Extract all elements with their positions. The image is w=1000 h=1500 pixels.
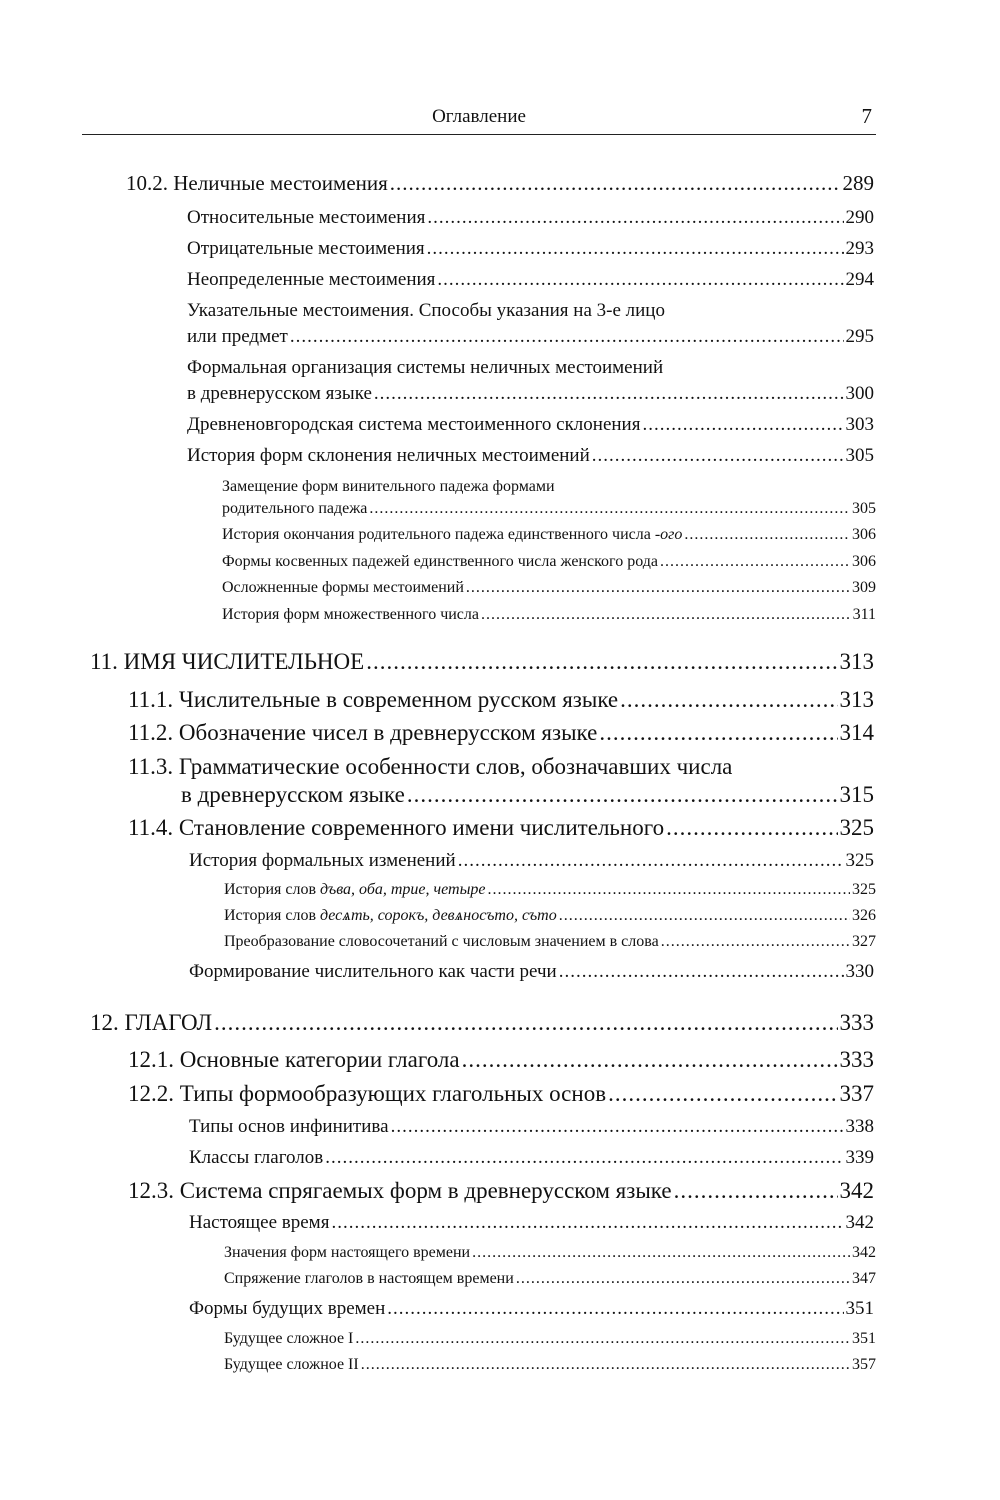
toc-entry: Значения форм настоящего времени ..... 342 (224, 1244, 876, 1262)
leader-dots (427, 238, 844, 260)
leader-dots (427, 207, 843, 229)
toc-page: 303 (845, 414, 874, 435)
leader-dots (592, 445, 844, 467)
toc-entry: родительного падежа ..... 305 (222, 500, 876, 518)
leader-dots (488, 881, 850, 899)
toc-page: 314 (839, 720, 874, 745)
toc-entry: Преобразование словосочетаний с числовым значением в слова ..... 327 (224, 933, 876, 951)
toc-entry: в древнерусском языке ..... 300 (187, 383, 874, 405)
toc-page: 315 (839, 782, 874, 807)
toc-entry: История окончания родительного падежа единственного числа -ого ..... 306 (222, 526, 876, 544)
toc-entry: Будущее сложное I ..... 351 (224, 1330, 876, 1348)
leader-dots (325, 1147, 843, 1169)
toc-page: 300 (845, 383, 874, 404)
toc-entry: Типы основ инфинитива ..... 338 (189, 1116, 874, 1138)
toc-entry: 11.2. Обозначение чисел в древнерусском языке ..... 314 (128, 720, 874, 746)
toc-entry: Классы глаголов ..... 339 (189, 1147, 874, 1169)
toc-entry: или предмет ..... 295 (187, 326, 874, 348)
toc-page: 333 (839, 1010, 874, 1035)
toc-entry: История форм множественного числа ..... 311 (222, 606, 876, 624)
italic-ending: -ого (654, 526, 683, 543)
toc-entry: Будущее сложное II ..... 357 (224, 1356, 876, 1374)
toc-page: 338 (845, 1116, 874, 1137)
toc-entry-first-line: 11.3. Грамматические особенности слов, обозначавших числа (128, 754, 733, 779)
toc-page: 325 (839, 815, 874, 840)
toc-page: 342 (839, 1178, 874, 1203)
leader-dots (660, 553, 850, 571)
leader-dots (407, 782, 838, 808)
toc-entry: Древненовгородская система местоименного склонения ..... 303 (187, 414, 874, 436)
toc-entry: История форм склонения неличных местоимений ..... 305 (187, 445, 874, 467)
toc-page: 289 (842, 171, 874, 195)
toc-entry: История слов дъва, оба, трие, четыре ..... 325 (224, 881, 876, 899)
toc-entry: Формирование числительного как части речи ..... 330 (189, 961, 874, 983)
toc-page: 357 (852, 1356, 876, 1373)
toc-page: 305 (852, 500, 876, 517)
page-number: 7 (861, 104, 872, 128)
toc-entry: 11.1. Числительные в современном русском языке ..... 313 (128, 687, 874, 713)
leader-dots (387, 1298, 843, 1320)
leader-dots (462, 1047, 838, 1073)
toc-chapter: 11. ИМЯ ЧИСЛИТЕЛЬНОЕ ..... 313 (90, 649, 874, 675)
toc-entry: в древнерусском языке ..... 315 (181, 782, 874, 808)
leader-dots (466, 579, 850, 597)
toc-page: 330 (845, 961, 874, 982)
toc-entry: Осложненные формы местоимений ..... 309 (222, 579, 876, 597)
leader-dots (361, 1356, 850, 1374)
toc-page: 342 (845, 1212, 874, 1233)
toc-entry: 10.2. Неличные местоимения ..... 289 (126, 171, 874, 196)
toc-page: 325 (852, 881, 876, 898)
toc-entry: Спряжение глаголов в настоящем времени ..... 347 (224, 1270, 876, 1288)
toc-entry: 12.1. Основные категории глагола ..... 333 (128, 1047, 874, 1073)
toc-page: 326 (852, 907, 876, 924)
running-header (82, 102, 876, 135)
toc-entry-first-line: Указательные местоимения. Способы указания на 3-е лицо (187, 300, 665, 321)
leader-dots (369, 500, 850, 518)
leader-dots (661, 933, 850, 951)
toc-page: 333 (839, 1047, 874, 1072)
toc-page: 351 (845, 1298, 874, 1319)
toc-entry-first-line: Формальная организация системы неличных местоимений (187, 357, 664, 378)
toc-page: 294 (845, 269, 874, 290)
toc-page: 313 (839, 649, 874, 674)
toc-page: 295 (845, 326, 874, 347)
toc-page: 342 (852, 1244, 876, 1261)
leader-dots (674, 1178, 838, 1204)
leader-dots (608, 1081, 837, 1107)
toc-page: 306 (852, 526, 876, 543)
leader-dots (390, 171, 841, 196)
toc-entry-first-line: Замещение форм винительного падежа формами (222, 478, 555, 495)
leader-dots (516, 1270, 850, 1288)
toc-entry: История формальных изменений ..... 325 (189, 850, 874, 872)
toc-page: 351 (852, 1330, 876, 1347)
toc-page: 327 (852, 933, 876, 950)
toc-page: 337 (839, 1081, 874, 1106)
toc-page: 311 (852, 606, 876, 623)
leader-dots (374, 383, 844, 405)
leader-dots (391, 1116, 844, 1138)
toc-page: 325 (845, 850, 874, 871)
toc-page: 306 (852, 553, 876, 570)
leader-dots (599, 720, 837, 746)
toc-entry: Неопределенные местоимения ..... 294 (187, 269, 874, 291)
leader-dots (481, 606, 851, 624)
toc-entry: Настоящее время ..... 342 (189, 1212, 874, 1234)
toc-entry: 11.4. Становление современного имени числительного ..... 325 (128, 815, 874, 841)
leader-dots (366, 649, 837, 675)
italic-words: десѧть, сорокъ, девѧносъто, съто (320, 907, 557, 924)
leader-dots (620, 687, 837, 713)
toc-page: 313 (839, 687, 874, 712)
toc-entry: Отрицательные местоимения ..... 293 (187, 238, 874, 260)
toc-entry: 12.2. Типы формообразующих глагольных основ ..... 337 (128, 1081, 874, 1107)
leader-dots (290, 326, 844, 348)
leader-dots (331, 1212, 843, 1234)
toc-page: 293 (845, 238, 874, 259)
leader-dots (437, 269, 843, 291)
toc-entry: Формы будущих времен ..... 351 (189, 1298, 874, 1320)
italic-words: дъва, оба, трие, четыре (320, 881, 486, 898)
leader-dots (559, 907, 850, 925)
toc-page: 309 (852, 579, 876, 596)
leader-dots (684, 526, 850, 544)
toc-entry: 12.3. Система спрягаемых форм в древнерусском языке ..... 342 (128, 1178, 874, 1204)
running-title: Оглавление (432, 106, 526, 127)
toc-entry: Относительные местоимения ..... 290 (187, 207, 874, 229)
toc-chapter: 12. ГЛАГОЛ ..... 333 (90, 1010, 874, 1036)
leader-dots (355, 1330, 850, 1348)
toc-page: 305 (845, 445, 874, 466)
toc-page: 290 (845, 207, 874, 228)
leader-dots (642, 414, 843, 436)
leader-dots (458, 850, 844, 872)
toc-entry: История слов десѧть, сорокъ, девѧносъто, съто ..... 326 (224, 907, 876, 925)
leader-dots (666, 815, 837, 841)
leader-dots (559, 961, 844, 983)
toc-page: 347 (852, 1270, 876, 1287)
toc-entry: Формы косвенных падежей единственного числа женского рода ..... 306 (222, 553, 876, 571)
leader-dots (214, 1010, 837, 1036)
toc-page: 339 (845, 1147, 874, 1168)
leader-dots (472, 1244, 850, 1262)
